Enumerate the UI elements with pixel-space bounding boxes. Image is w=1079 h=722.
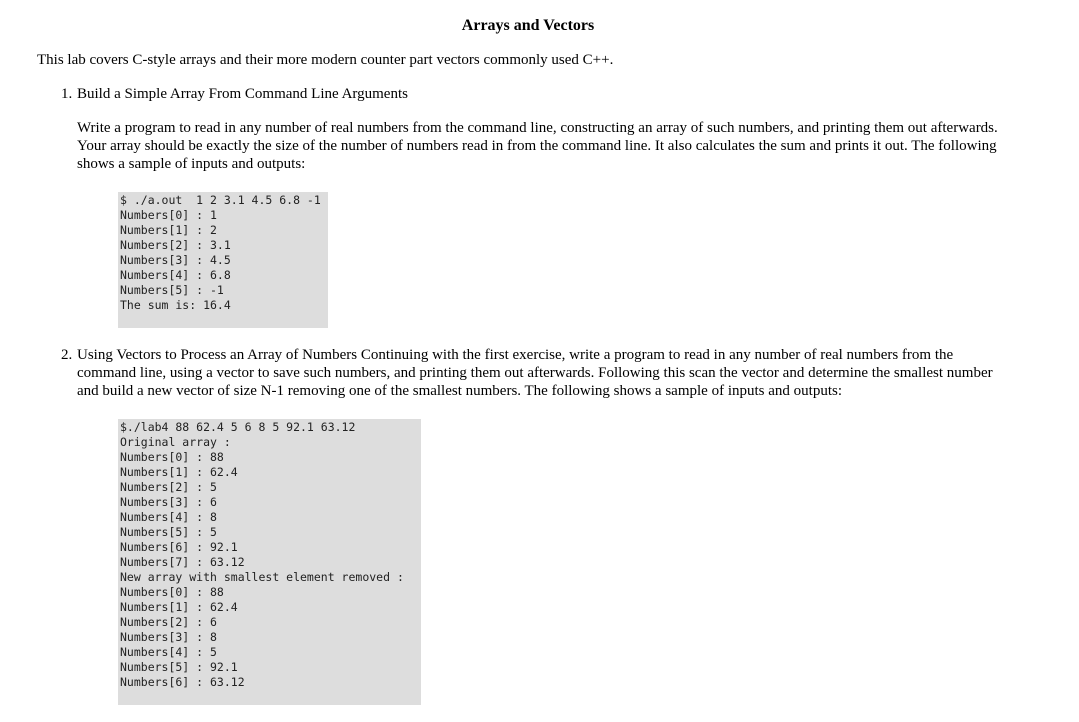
item-1-number: 1. (61, 86, 73, 102)
item-1-paragraph: Write a program to read in any number of real numbers from the command line, constructing an array of such numbers, and printing them out afterwards. Your array should be exactly the size of the number of numbers read in from the command line. It also calculates the sum and prints it out. The following shows a sample of inputs and outputs: (77, 120, 998, 172)
code-line: Numbers[5] : 5 (120, 525, 217, 539)
code-line: Numbers[1] : 62.4 (120, 600, 238, 614)
code-line: Numbers[4] : 5 (120, 645, 217, 659)
code-line: Numbers[3] : 8 (120, 630, 217, 644)
code-line: Numbers[0] : 88 (120, 450, 224, 464)
intro-paragraph: This lab covers C-style arrays and their more modern counter part vectors commonly used C++. (37, 52, 614, 68)
code-line: $./lab4 88 62.4 5 6 8 5 92.1 63.12 (120, 420, 356, 434)
code-line: Numbers[3] : 6 (120, 495, 217, 509)
code-line: New array with smallest element removed : (120, 570, 404, 584)
item-2-code-sample (118, 419, 421, 705)
item-2-block (61, 346, 1016, 400)
code-line: Numbers[2] : 3.1 (120, 238, 231, 252)
code-line: Numbers[1] : 62.4 (120, 465, 238, 479)
page-title: Arrays and Vectors (461, 17, 595, 34)
item-1-code-sample (118, 192, 328, 328)
item-2-paragraph: Using Vectors to Process an Array of Numbers Continuing with the first exercise, write a program to read in any number of real numbers from the command line, using a vector to save such numbers, and printing them out afterwards. Following this scan the vector and determine the smallest number and build a new vector of size N-1 removing one of the smallest numbers. The following shows a sample of inputs and outputs: (77, 347, 993, 399)
code-line: Numbers[5] : 92.1 (120, 660, 238, 674)
code-line: Numbers[6] : 92.1 (120, 540, 238, 554)
code-line: Numbers[2] : 6 (120, 615, 217, 629)
code-line: Numbers[6] : 63.12 (120, 675, 245, 689)
item-1-title: Build a Simple Array From Command Line Arguments (77, 86, 408, 102)
code-line: Numbers[0] : 88 (120, 585, 224, 599)
code-line: Numbers[1] : 2 (120, 223, 217, 237)
code-line: Numbers[4] : 6.8 (120, 268, 231, 282)
code-line: Numbers[2] : 5 (120, 480, 217, 494)
code-line: The sum is: 16.4 (120, 298, 231, 312)
code-line: Original array : (120, 435, 231, 449)
code-line: Numbers[0] : 1 (120, 208, 217, 222)
item-1-heading (61, 85, 1021, 103)
code-line: Numbers[7] : 63.12 (120, 555, 245, 569)
code-line: Numbers[3] : 4.5 (120, 253, 231, 267)
item-2-number: 2. (61, 347, 73, 363)
code-line: $ ./a.out 1 2 3.1 4.5 6.8 -1 (120, 193, 321, 207)
code-line: Numbers[4] : 8 (120, 510, 217, 524)
code-line: Numbers[5] : -1 (120, 283, 224, 297)
